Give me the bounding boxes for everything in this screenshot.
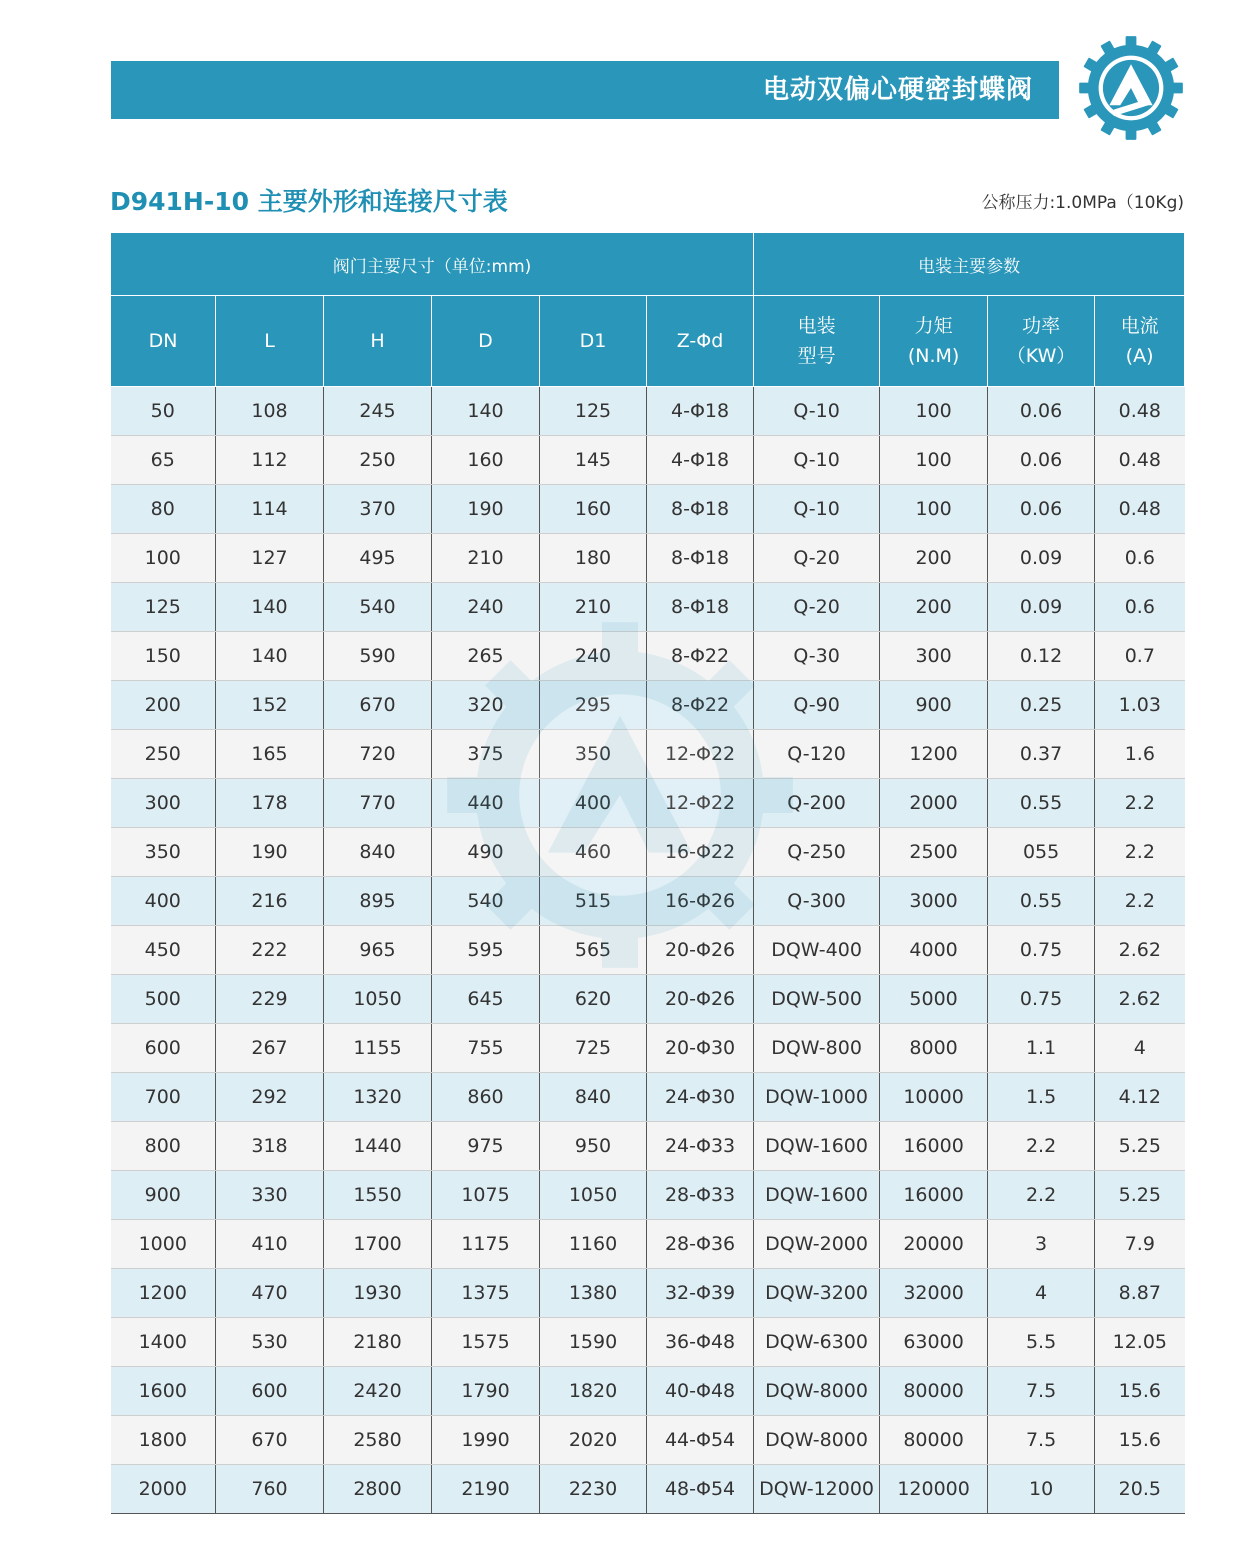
table-row [111,534,1185,583]
cell-torque: 100 [880,387,988,436]
cell-power: 10 [988,1465,1095,1514]
cell-l: 330 [216,1171,324,1220]
table-row [111,1171,1185,1220]
cell-z-phi-d: 12-Φ22 [647,730,754,779]
cell-power: 0.06 [988,387,1095,436]
cell-torque: 1200 [880,730,988,779]
cell-torque: 900 [880,681,988,730]
col-header-current-line2: (A) [1125,345,1154,367]
cell-d1: 125 [540,387,647,436]
cell-h: 1550 [324,1171,432,1220]
table-row [111,1465,1185,1514]
cell-torque: 16000 [880,1122,988,1171]
cell-h: 770 [324,779,432,828]
cell-d: 1575 [432,1318,540,1367]
cell-h: 1440 [324,1122,432,1171]
cell-d1: 950 [540,1122,647,1171]
cell-h: 370 [324,485,432,534]
cell-z-phi-d: 4-Φ18 [647,436,754,485]
cell-d: 1075 [432,1171,540,1220]
cell-z-phi-d: 8-Φ22 [647,632,754,681]
cell-torque: 3000 [880,877,988,926]
cell-actuator-model: DQW-6300 [754,1318,880,1367]
table-row [111,485,1185,534]
cell-actuator-model: Q-30 [754,632,880,681]
cell-d: 1790 [432,1367,540,1416]
cell-torque: 80000 [880,1367,988,1416]
cell-torque: 100 [880,436,988,485]
cell-actuator-model: Q-20 [754,583,880,632]
cell-d1: 1160 [540,1220,647,1269]
cell-l: 222 [216,926,324,975]
cell-z-phi-d: 48-Φ54 [647,1465,754,1514]
cell-l: 178 [216,779,324,828]
cell-d: 440 [432,779,540,828]
cell-d: 755 [432,1024,540,1073]
cell-l: 318 [216,1122,324,1171]
cell-h: 245 [324,387,432,436]
cell-h: 540 [324,583,432,632]
table-row [111,1024,1185,1073]
cell-dn: 2000 [111,1465,216,1514]
cell-d1: 565 [540,926,647,975]
cell-z-phi-d: 20-Φ30 [647,1024,754,1073]
cell-z-phi-d: 12-Φ22 [647,779,754,828]
cell-h: 670 [324,681,432,730]
cell-current: 4 [1095,1024,1185,1073]
cell-power: 0.55 [988,779,1095,828]
cell-l: 152 [216,681,324,730]
cell-d: 160 [432,436,540,485]
cell-power: 0.75 [988,975,1095,1024]
cell-z-phi-d: 24-Φ30 [647,1073,754,1122]
table-row [111,975,1185,1024]
cell-z-phi-d: 24-Φ33 [647,1122,754,1171]
cell-d: 1175 [432,1220,540,1269]
col-header-torque-line1: 力矩 [914,315,953,337]
cell-dn: 150 [111,632,216,681]
cell-z-phi-d: 4-Φ18 [647,387,754,436]
cell-l: 760 [216,1465,324,1514]
cell-dn: 450 [111,926,216,975]
title-banner [111,61,1059,119]
cell-current: 7.9 [1095,1220,1185,1269]
cell-power: 4 [988,1269,1095,1318]
table-row [111,1269,1185,1318]
cell-actuator-model: DQW-2000 [754,1220,880,1269]
cell-h: 2420 [324,1367,432,1416]
table-row [111,583,1185,632]
cell-d1: 2230 [540,1465,647,1514]
cell-dn: 125 [111,583,216,632]
cell-l: 470 [216,1269,324,1318]
cell-current: 5.25 [1095,1171,1185,1220]
col-header-current-line1: 电流 [1120,315,1159,337]
cell-current: 2.2 [1095,828,1185,877]
cell-actuator-model: Q-200 [754,779,880,828]
col-header-model-line1: 电装 [797,315,836,337]
cell-power: 0.55 [988,877,1095,926]
cell-z-phi-d: 16-Φ26 [647,877,754,926]
col-header-dn: DN [111,296,216,387]
cell-l: 127 [216,534,324,583]
cell-current: 0.7 [1095,632,1185,681]
cell-z-phi-d: 20-Φ26 [647,926,754,975]
group-header-valve-dimensions: 阀门主要尺寸（单位:mm) [111,233,754,296]
cell-torque: 5000 [880,975,988,1024]
cell-l: 140 [216,583,324,632]
cell-actuator-model: Q-300 [754,877,880,926]
table-row [111,1073,1185,1122]
cell-actuator-model: DQW-500 [754,975,880,1024]
cell-l: 670 [216,1416,324,1465]
table-body [111,387,1185,1514]
cell-power: 0.06 [988,436,1095,485]
cell-actuator-model: DQW-1600 [754,1122,880,1171]
cell-d1: 1820 [540,1367,647,1416]
cell-d: 540 [432,877,540,926]
group-header-actuator-params: 电装主要参数 [754,233,1185,296]
cell-current: 2.62 [1095,926,1185,975]
cell-current: 8.87 [1095,1269,1185,1318]
cell-torque: 120000 [880,1465,988,1514]
cell-z-phi-d: 20-Φ26 [647,975,754,1024]
cell-l: 112 [216,436,324,485]
table-row [111,632,1185,681]
cell-current: 1.6 [1095,730,1185,779]
cell-actuator-model: DQW-12000 [754,1465,880,1514]
cell-d: 210 [432,534,540,583]
cell-z-phi-d: 16-Φ22 [647,828,754,877]
cell-z-phi-d: 8-Φ18 [647,485,754,534]
cell-z-phi-d: 28-Φ33 [647,1171,754,1220]
table-row [111,1318,1185,1367]
cell-d: 1375 [432,1269,540,1318]
cell-torque: 200 [880,583,988,632]
cell-h: 250 [324,436,432,485]
cell-d: 320 [432,681,540,730]
cell-z-phi-d: 44-Φ54 [647,1416,754,1465]
cell-power: 1.1 [988,1024,1095,1073]
col-header-power-line2: （KW） [1006,345,1076,367]
cell-dn: 500 [111,975,216,1024]
cell-power: 0.06 [988,485,1095,534]
dimension-table [110,232,1185,1514]
cell-l: 600 [216,1367,324,1416]
cell-torque: 32000 [880,1269,988,1318]
cell-dn: 65 [111,436,216,485]
table-row [111,828,1185,877]
cell-h: 2800 [324,1465,432,1514]
cell-l: 190 [216,828,324,877]
banner-title: 电动双偏心硬密封蝶阀 [762,75,1033,105]
cell-power: 0.75 [988,926,1095,975]
cell-d: 975 [432,1122,540,1171]
col-header-torque-line2: (N.M) [907,345,960,367]
cell-d: 190 [432,485,540,534]
cell-power: 3 [988,1220,1095,1269]
cell-l: 410 [216,1220,324,1269]
table-row [111,1122,1185,1171]
cell-d1: 1050 [540,1171,647,1220]
table-row [111,730,1185,779]
cell-current: 0.48 [1095,436,1185,485]
cell-d: 240 [432,583,540,632]
cell-z-phi-d: 32-Φ39 [647,1269,754,1318]
cell-torque: 63000 [880,1318,988,1367]
cell-d1: 350 [540,730,647,779]
cell-l: 108 [216,387,324,436]
cell-torque: 8000 [880,1024,988,1073]
cell-dn: 1800 [111,1416,216,1465]
cell-power: 055 [988,828,1095,877]
cell-actuator-model: Q-90 [754,681,880,730]
cell-d: 860 [432,1073,540,1122]
cell-torque: 10000 [880,1073,988,1122]
cell-power: 7.5 [988,1367,1095,1416]
col-header-power [988,296,1095,387]
cell-current: 12.05 [1095,1318,1185,1367]
cell-power: 0.25 [988,681,1095,730]
cell-torque: 2000 [880,779,988,828]
table-row [111,877,1185,926]
cell-actuator-model: Q-10 [754,436,880,485]
cell-l: 229 [216,975,324,1024]
nominal-pressure-note: 公称压力:1.0MPa（10Kg) [981,193,1184,213]
cell-power: 0.09 [988,534,1095,583]
table-row [111,436,1185,485]
cell-dn: 250 [111,730,216,779]
cell-power: 1.5 [988,1073,1095,1122]
cell-l: 114 [216,485,324,534]
cell-d1: 180 [540,534,647,583]
col-header-current [1095,296,1185,387]
cell-h: 1700 [324,1220,432,1269]
cell-current: 0.48 [1095,485,1185,534]
col-header-h: H [324,296,432,387]
cell-torque: 20000 [880,1220,988,1269]
cell-d: 265 [432,632,540,681]
col-header-power-line1: 功率 [1022,315,1061,337]
cell-actuator-model: DQW-8000 [754,1367,880,1416]
cell-torque: 300 [880,632,988,681]
cell-h: 1155 [324,1024,432,1073]
cell-d: 490 [432,828,540,877]
cell-current: 0.6 [1095,534,1185,583]
cell-dn: 300 [111,779,216,828]
cell-d: 595 [432,926,540,975]
cell-z-phi-d: 8-Φ18 [647,583,754,632]
cell-d1: 210 [540,583,647,632]
page-title: D941H-10 主要外形和连接尺寸表 [110,187,508,216]
cell-torque: 100 [880,485,988,534]
table-row [111,1416,1185,1465]
cell-dn: 700 [111,1073,216,1122]
cell-z-phi-d: 8-Φ22 [647,681,754,730]
cell-dn: 350 [111,828,216,877]
cell-z-phi-d: 36-Φ48 [647,1318,754,1367]
cell-d1: 295 [540,681,647,730]
col-header-model [754,296,880,387]
cell-power: 0.09 [988,583,1095,632]
cell-dn: 600 [111,1024,216,1073]
cell-d1: 1380 [540,1269,647,1318]
cell-d: 1990 [432,1416,540,1465]
cell-actuator-model: DQW-8000 [754,1416,880,1465]
col-header-model-line2: 型号 [797,345,836,367]
cell-h: 590 [324,632,432,681]
cell-power: 0.37 [988,730,1095,779]
cell-dn: 900 [111,1171,216,1220]
table-row [111,779,1185,828]
cell-d: 645 [432,975,540,1024]
cell-h: 895 [324,877,432,926]
cell-d1: 460 [540,828,647,877]
cell-power: 2.2 [988,1122,1095,1171]
cell-current: 0.48 [1095,387,1185,436]
cell-current: 2.2 [1095,877,1185,926]
cell-l: 165 [216,730,324,779]
cell-current: 0.6 [1095,583,1185,632]
cell-dn: 1400 [111,1318,216,1367]
cell-h: 1930 [324,1269,432,1318]
cell-dn: 1600 [111,1367,216,1416]
table-row [111,1220,1185,1269]
gear-logo-icon [1077,34,1185,142]
cell-h: 495 [324,534,432,583]
table-row [111,681,1185,730]
cell-current: 2.2 [1095,779,1185,828]
cell-dn: 200 [111,681,216,730]
cell-d1: 1590 [540,1318,647,1367]
cell-h: 1320 [324,1073,432,1122]
cell-current: 4.12 [1095,1073,1185,1122]
cell-l: 216 [216,877,324,926]
cell-d1: 240 [540,632,647,681]
cell-current: 20.5 [1095,1465,1185,1514]
cell-current: 2.62 [1095,975,1185,1024]
cell-d1: 145 [540,436,647,485]
cell-z-phi-d: 8-Φ18 [647,534,754,583]
cell-dn: 400 [111,877,216,926]
cell-z-phi-d: 40-Φ48 [647,1367,754,1416]
col-header-d: D [432,296,540,387]
cell-current: 5.25 [1095,1122,1185,1171]
cell-power: 7.5 [988,1416,1095,1465]
cell-h: 2180 [324,1318,432,1367]
cell-torque: 4000 [880,926,988,975]
cell-dn: 100 [111,534,216,583]
cell-power: 5.5 [988,1318,1095,1367]
cell-current: 1.03 [1095,681,1185,730]
cell-d1: 725 [540,1024,647,1073]
cell-d1: 400 [540,779,647,828]
cell-current: 15.6 [1095,1416,1185,1465]
col-header-z: Z-Φd [647,296,754,387]
cell-actuator-model: DQW-800 [754,1024,880,1073]
cell-l: 267 [216,1024,324,1073]
cell-actuator-model: Q-10 [754,485,880,534]
cell-dn: 800 [111,1122,216,1171]
cell-actuator-model: Q-120 [754,730,880,779]
cell-dn: 1200 [111,1269,216,1318]
cell-h: 965 [324,926,432,975]
cell-z-phi-d: 28-Φ36 [647,1220,754,1269]
cell-d1: 840 [540,1073,647,1122]
cell-actuator-model: Q-10 [754,387,880,436]
cell-d1: 2020 [540,1416,647,1465]
cell-actuator-model: DQW-3200 [754,1269,880,1318]
cell-power: 0.12 [988,632,1095,681]
col-header-d1: D1 [540,296,647,387]
cell-torque: 200 [880,534,988,583]
cell-l: 530 [216,1318,324,1367]
cell-dn: 80 [111,485,216,534]
cell-dn: 50 [111,387,216,436]
col-header-torque [880,296,988,387]
cell-d: 140 [432,387,540,436]
cell-l: 292 [216,1073,324,1122]
table-row [111,926,1185,975]
table-row [111,387,1185,436]
cell-d: 375 [432,730,540,779]
cell-h: 2580 [324,1416,432,1465]
cell-torque: 80000 [880,1416,988,1465]
cell-d1: 515 [540,877,647,926]
cell-dn: 1000 [111,1220,216,1269]
cell-torque: 2500 [880,828,988,877]
cell-current: 15.6 [1095,1367,1185,1416]
col-header-l: L [216,296,324,387]
cell-d1: 160 [540,485,647,534]
cell-actuator-model: Q-250 [754,828,880,877]
cell-l: 140 [216,632,324,681]
cell-h: 1050 [324,975,432,1024]
cell-actuator-model: DQW-1000 [754,1073,880,1122]
cell-actuator-model: DQW-400 [754,926,880,975]
cell-actuator-model: Q-20 [754,534,880,583]
cell-power: 2.2 [988,1171,1095,1220]
cell-actuator-model: DQW-1600 [754,1171,880,1220]
cell-h: 720 [324,730,432,779]
cell-torque: 16000 [880,1171,988,1220]
cell-h: 840 [324,828,432,877]
table-row [111,1367,1185,1416]
cell-d: 2190 [432,1465,540,1514]
cell-d1: 620 [540,975,647,1024]
